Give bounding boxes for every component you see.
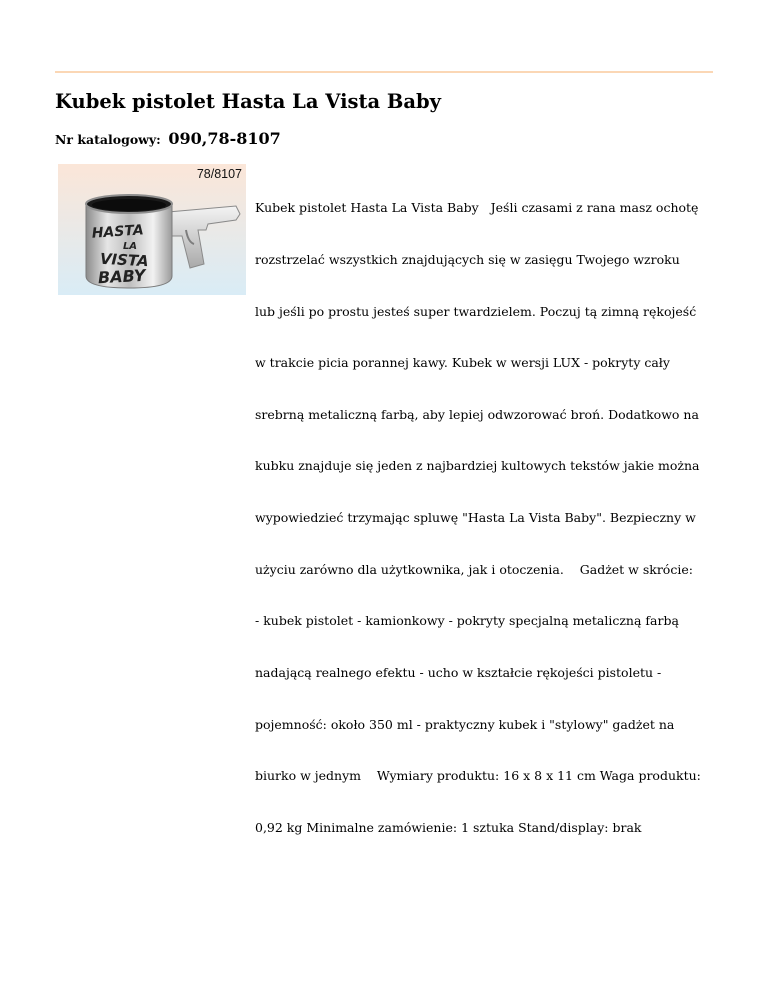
page-title: Kubek pistolet Hasta La Vista Baby (55, 90, 441, 113)
description-line: użyciu zarówno dla użytkownika, jak i otoczenia. Gadżet w skrócie: (255, 561, 693, 577)
description-line: srebrną metaliczną farbą, aby lepiej odwzorować broń. Dodatkowo na (255, 406, 699, 422)
description-line: pojemność: około 350 ml - praktyczny kubek i "stylowy" gadżet na (255, 716, 675, 732)
description-line: Kubek pistolet Hasta La Vista Baby Jeśli czasami z rana masz ochotę (255, 200, 699, 216)
mug-text-vista: VISTA (99, 249, 150, 271)
description-line: 0,92 kg Minimalne zamówienie: 1 sztuka Stand/display: brak (255, 819, 642, 835)
product-image (58, 164, 246, 295)
catalog-label: Nr katalogowy: (55, 132, 161, 147)
description-line: biurko w jednym Wymiary produktu: 16 x 8 x 11 cm Waga produktu: (255, 768, 701, 784)
product-description (255, 165, 715, 870)
image-code-label: 78/8107 (196, 167, 242, 181)
description-line: - kubek pistolet - kamionkowy - pokryty specjalną metaliczną farbą (255, 613, 679, 629)
description-line: kubku znajduje się jeden z najbardziej kultowych tekstów jakie można (255, 458, 700, 474)
catalog-number: 090,78-8107 (168, 129, 281, 148)
mug-pistol-photo (58, 164, 246, 295)
description-line: rozstrzelać wszystkich znajdujących się w zasięgu Twojego wzroku (255, 252, 680, 268)
mug-text-hasta: HASTA (91, 222, 145, 242)
mug-text-baby: BABY (97, 265, 146, 288)
mug-text-la: LA (122, 241, 138, 252)
description-line: w trakcie picia porannej kawy. Kubek w wersji LUX - pokryty cały (255, 355, 670, 371)
description-line: wypowiedzieć trzymając spluwę "Hasta La Vista Baby". Bezpieczny w (255, 510, 696, 526)
description-line: nadającą realnego efektu - ucho w kształcie rękojeści pistoletu - (255, 664, 662, 680)
description-line: lub jeśli po prostu jesteś super twardzielem. Poczuj tą zimną rękojeść (255, 303, 697, 319)
mug-body (86, 195, 172, 288)
catalog-number-row (55, 129, 281, 148)
header-divider (55, 71, 713, 73)
